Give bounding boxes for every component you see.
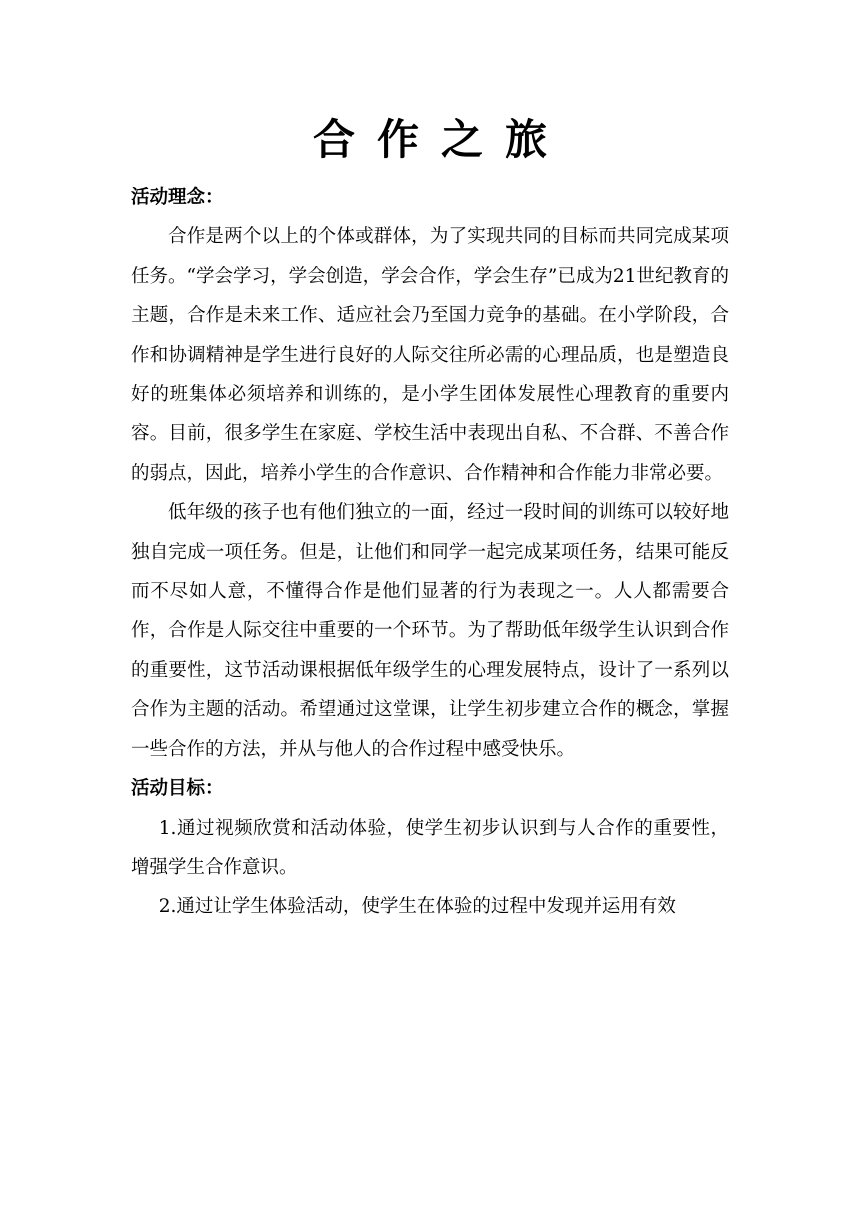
- goal-item-2: 2.通过让学生体验活动，使学生在体验的过程中发现并运用有效: [158, 896, 676, 918]
- section-heading-concept: 活动理念：: [131, 187, 224, 208]
- goal-item-1: 1.通过视频欣赏和活动体验，使学生初步认识到与人合作的重要性，增强学生合作意识。: [131, 817, 729, 878]
- concept-paragraph-2: 低年级的孩子也有他们独立的一面，经过一段时间的训练可以较好地独自完成一项任务。但是，让他们和同学一起完成某项任务，结果可能反而不尽如人意，不懂得合作是他们显著的行为表现之一。人人都需要合作，合作是人际交往中重要的一个环节。为了帮助低年级学生认识到合作的重要性，这节活动课根据低年级学生的心理发展特点，设计了一系列以合作为主题的活动。希望通过这堂课，让学生初步建立合作的概念，掌握一些合作的方法，并从与他人的合作过程中感受快乐。: [131, 502, 729, 760]
- document-body: [131, 178, 729, 927]
- document-title: 合作之旅: [312, 115, 569, 164]
- concept-paragraph-1: 合作是两个以上的个体或群体，为了实现共同的目标而共同完成某项任务。“学会学习，学会创造，学会合作，学会生存”已成为21世纪教育的主题，合作是未来工作、适应社会乃至国力竞争的基础。在小学阶段，合作和协调精神是学生进行良好的人际交往所必需的心理品质，也是塑造良好的班集体必须培养和训练的，是小学生团体发展性心理教育的重要内容。目前，很多学生在家庭、学校生活中表现出自私、不合群、不善合作的弱点，因此，培养小学生的合作意识、合作精神和合作能力非常必要。: [131, 226, 729, 484]
- section-heading-goals: 活动目标：: [131, 778, 224, 800]
